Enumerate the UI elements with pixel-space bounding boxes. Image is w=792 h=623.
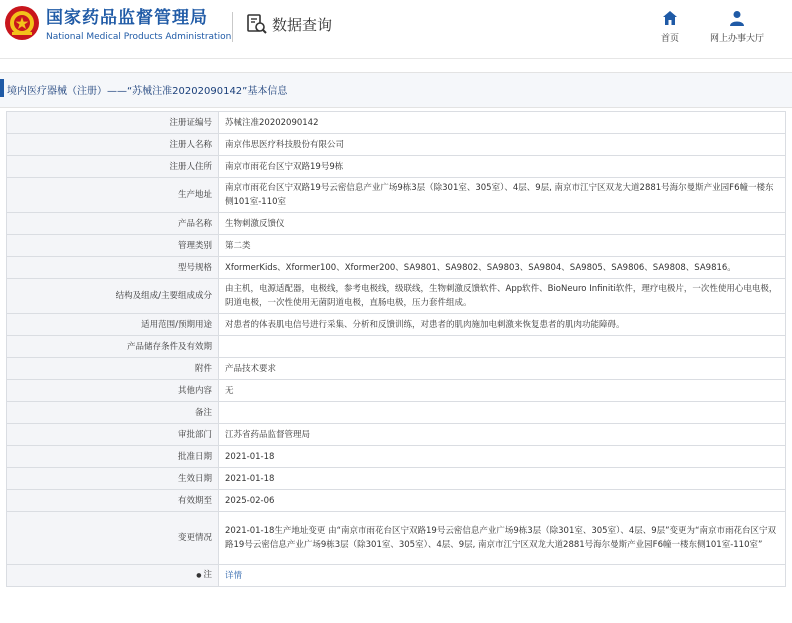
info-row [7,490,786,512]
info-row [7,213,786,235]
info-row [7,380,786,402]
device-info-table [6,111,786,587]
field-label: 注册人住所 [7,156,219,178]
field-label: 批准日期 [7,446,219,468]
field-value: 江苏省药品监督管理局 [219,424,786,446]
data-query-label: 数据查询 [272,15,333,34]
field-label: 适用范围/预期用途 [7,314,219,336]
note-row [7,565,786,587]
title-accent-bar [0,79,4,97]
data-query-section [246,13,332,35]
field-label: 审批部门 [7,424,219,446]
field-label: 变更情况 [7,512,219,565]
brand-name-cn: 国家药品监督管理局 [46,8,208,28]
page-title: 境内医疗器械（注册）——“苏械注准20202090142”基本信息 [7,86,288,97]
document-search-icon [246,13,268,35]
field-value: 南京市雨花台区宁双路19号云密信息产业广场9栋3层（除301室、305室）、4层、9层, 南京市江宁区双龙大道2881号海尔曼斯产业园F6幢一楼东侧101室-110室 [219,178,786,213]
field-value [219,336,786,358]
field-value: 南京市雨花台区宁双路19号9栋 [219,156,786,178]
field-label: 注册证编号 [7,112,219,134]
info-row [7,314,786,336]
field-label: 产品名称 [7,213,219,235]
brand-name-en: National Medical Products Administration [46,32,232,42]
note-label: 注 [203,570,212,580]
nav-online-hall-label: 网上办事大厅 [710,34,765,44]
field-label: 生效日期 [7,468,219,490]
info-row [7,178,786,213]
info-row [7,156,786,178]
field-value: 苏械注准20202090142 [219,112,786,134]
info-row [7,424,786,446]
info-row [7,402,786,424]
emblem-logo-icon[interactable] [4,5,40,41]
field-value: 对患者的体表肌电信号进行采集、分析和反馈训练，对患者的肌肉施加电刺激来恢复患者的肌肉功能障碍。 [219,314,786,336]
field-label: 型号规格 [7,257,219,279]
nav-online-hall-link[interactable] [710,9,764,44]
field-value: 2021-01-18生产地址变更 由“南京市雨花台区宁双路19号云密信息产业广场9栋3层（除301室、305室）、4层、9层”变更为“南京市雨花台区宁双路19号云密信息产业广场9栋3层（除301室、305室）、4层、9层, 南京市江宁区双龙大道2881号海尔曼斯产业园F6幢一楼东侧101室-110室” [219,512,786,565]
field-label: 产品储存条件及有效期 [7,336,219,358]
site-brand[interactable] [46,7,231,43]
info-row [7,257,786,279]
home-icon [661,9,679,27]
details-link[interactable]: 详情 [225,570,243,581]
field-value: XformerKids、Xformer100、Xformer200、SA9801、SA9802、SA9803、SA9804、SA9805、SA9806、SA9808、SA9816。 [219,257,786,279]
field-label: 注册人名称 [7,134,219,156]
info-row [7,134,786,156]
info-row [7,358,786,380]
info-row [7,446,786,468]
field-value: 由主机，电源适配器，电极线，参考电极线，级联线，生物刺激反馈软件、App软件、BioNeuro Infiniti软件，理疗电极片，一次性使用心电电极，阴道电极，一次性使用无菌阴道电极，直肠电极，压力套件组成。 [219,279,786,314]
header-divider [232,12,233,42]
field-value [219,402,786,424]
field-label: 结构及组成/主要组成成分 [7,279,219,314]
info-row [7,336,786,358]
field-label: 管理类别 [7,235,219,257]
field-label: 有效期至 [7,490,219,512]
field-label: 生产地址 [7,178,219,213]
site-header [0,0,792,59]
field-label: 附件 [7,358,219,380]
field-value: 生物刺激反馈仪 [219,213,786,235]
info-row [7,279,786,314]
nav-home-label: 首页 [661,34,680,44]
info-row [7,112,786,134]
field-value: 无 [219,380,786,402]
field-label: 其他内容 [7,380,219,402]
info-row [7,468,786,490]
field-value: 2025-02-06 [219,490,786,512]
info-row [7,512,786,565]
field-label: 备注 [7,402,219,424]
info-row [7,235,786,257]
user-icon [728,9,746,27]
note-label-cell [7,565,219,587]
field-value: 2021-01-18 [219,446,786,468]
detail-title-bar [0,72,792,108]
field-value: 第二类 [219,235,786,257]
nav-home-link[interactable] [661,9,679,44]
field-value: 产品技术要求 [219,358,786,380]
field-value: 南京伟思医疗科技股份有限公司 [219,134,786,156]
bullet-icon: ● [196,572,202,579]
note-value-cell [219,565,786,587]
field-value: 2021-01-18 [219,468,786,490]
